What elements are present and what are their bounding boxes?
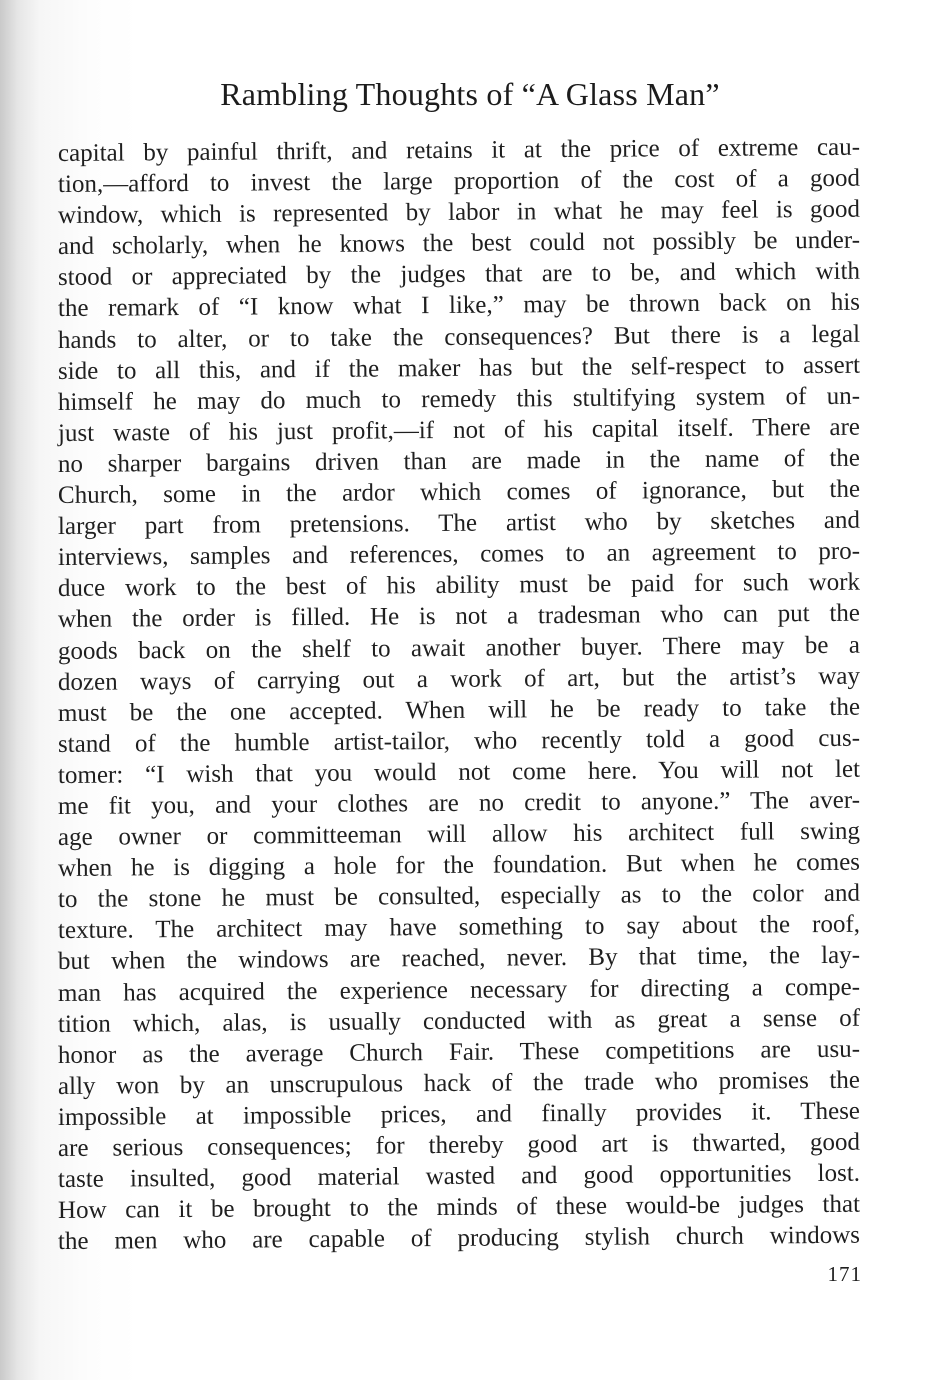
text-line: hands to alter, or to take the consequences? But there is a legal <box>57 320 861 354</box>
running-header: Rambling Thoughts of “A Glass Man” <box>220 76 720 112</box>
text-line: impossible at impossible prices, and finally provides it. These <box>57 1097 861 1131</box>
text-line: the remark of “I know what I like,” may be thrown back on his <box>57 289 861 323</box>
text-line: dozen ways of carrying out a work of art, but the artist’s way <box>57 662 861 696</box>
text-line: when the order is filled. He is not a tradesman who can put the <box>57 600 861 634</box>
text-line: must be the one accepted. When will he be ready to take the <box>57 693 861 727</box>
text-line: goods back on the shelf to await another buyer. There may be a <box>57 631 861 665</box>
text-line: and scholarly, when he knows the best could not possibly be under- <box>57 226 861 261</box>
text-line: texture. The architect may have something to say about the roof, <box>57 911 861 945</box>
text-line: just waste of his just profit,—if not of his capital itself. There are <box>57 413 861 447</box>
text-line: tion,—afford to invest the large proportion of the cost of a good <box>57 164 861 199</box>
text-line: side to all this, and if the maker has but the self-respect to assert <box>57 351 861 385</box>
text-line: Church, some in the ardor which comes of ignorance, but the <box>57 475 861 510</box>
text-line: to the stone he must be consulted, especially as to the color and <box>57 879 861 914</box>
text-line: capital by painful thrift, and retains it at the price of extreme cau- <box>57 133 861 167</box>
page-number: 171 <box>827 1262 862 1286</box>
text-line: larger part from pretensions. The artist who by sketches and <box>57 506 861 541</box>
text-line: me fit you, and your clothes are no credit to anyone.” The aver- <box>57 786 861 820</box>
text-line: honor as the average Church Fair. These competitions are usu- <box>57 1035 861 1069</box>
text-line: are serious consequences; for thereby good art is thwarted, good <box>57 1128 861 1162</box>
text-line: age owner or committeeman will allow his architect full swing <box>57 817 861 852</box>
text-line: tomer: “I wish that you would not come here. You will not let <box>57 755 861 789</box>
text-line: himself he may do much to remedy this stultifying system of un- <box>57 382 861 416</box>
text-line: taste insulted, good material wasted and good opportunities lost. <box>57 1159 861 1194</box>
text-line: but when the windows are reached, never. By that time, the lay- <box>57 942 861 976</box>
body-text <box>57 133 861 1257</box>
text-line: interviews, samples and references, comes to an agreement to pro- <box>57 537 861 572</box>
text-line: window, which is represented by labor in what he may feel is good <box>57 195 861 230</box>
text-line: the men who are capable of producing stylish church windows <box>57 1221 861 1256</box>
text-line: ally won by an unscrupulous hack of the trade who promises the <box>57 1066 861 1100</box>
text-line: tition which, alas, is usually conducted with as great a sense of <box>57 1004 861 1038</box>
text-line: no sharper bargains driven than are made in the name of the <box>57 444 861 478</box>
text-line: stood or appreciated by the judges that are to be, and which with <box>57 258 861 292</box>
text-line: How can it be brought to the minds of these would-be judges that <box>57 1190 861 1225</box>
text-line: stand of the humble artist-tailor, who recently told a good cus- <box>57 724 861 758</box>
text-line: man has acquired the experience necessary for directing a compe- <box>57 973 861 1007</box>
text-line: duce work to the best of his ability must be paid for such work <box>57 569 861 603</box>
text-line: when he is digging a hole for the foundation. But when he comes <box>57 848 861 883</box>
